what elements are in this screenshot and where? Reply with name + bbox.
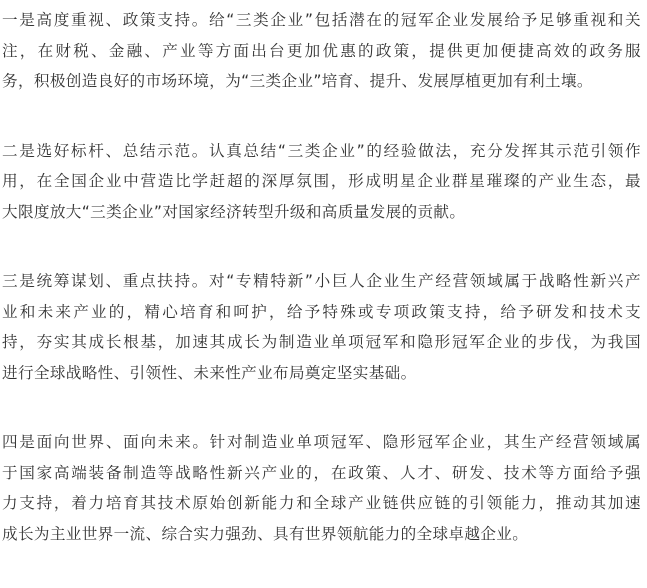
paragraph-benchmark-demonstration [2,136,641,228]
text-line: 二是选好标杆、总结示范。认真总结“三类企业”的经验做法，充分发挥其示范引领作 [2,141,641,160]
text-line: 一是高度重视、政策支持。给“三类企业”包括潜在的冠军企业发展给予足够重视和关 [2,11,641,29]
text-line: 注，在财税、金融、产业等方面出台更加优惠的政策，提供更加便捷高效的政务服 [2,41,641,60]
text-line: 持，夯实其成长根基，加速其成长为制造业单项冠军和隐形冠军企业的步伐，为我国 [2,333,641,351]
paragraph-policy-support [2,5,641,97]
text-line: 用，在全国企业中营造比学赶超的深厚氛围，形成明星企业群星璀璨的产业生态，最 [2,172,641,190]
text-line: 务，积极创造良好的市场环境，为“三类企业”培育、提升、发展厚植更加有利土壤。 [2,72,593,90]
text-line: 进行全球战略性、引领性、未来性产业布局奠定坚实基础。 [2,363,417,382]
paragraph-global-future [2,427,641,549]
text-line: 于国家高端装备制造等战略性新兴产业的，在政策、人才、研发、技术等方面给予强 [2,463,641,482]
text-line: 成长为主业世界一流、综合实力强劲、具有世界领航能力的全球卓越企业。 [2,524,529,543]
text-line: 三是统筹谋划、重点扶持。对“专精特新”小巨人企业生产经营领域属于战略性新兴产 [2,272,641,290]
text-line: 业和未来产业的，精心培育和呵护，给予特殊或专项政策支持，给予研发和技术支 [2,302,641,321]
text-line: 大限度放大“三类企业”对国家经济转型升级和高质量发展的贡献。 [2,202,466,221]
text-line: 四是面向世界、面向未来。针对制造业单项冠军、隐形冠军企业，其生产经营领域属 [2,433,641,451]
paragraph-planning-support [2,266,641,388]
text-line: 力支持，着力培育其技术原始创新能力和全球产业链供应链的引领能力，推动其加速 [2,494,641,512]
